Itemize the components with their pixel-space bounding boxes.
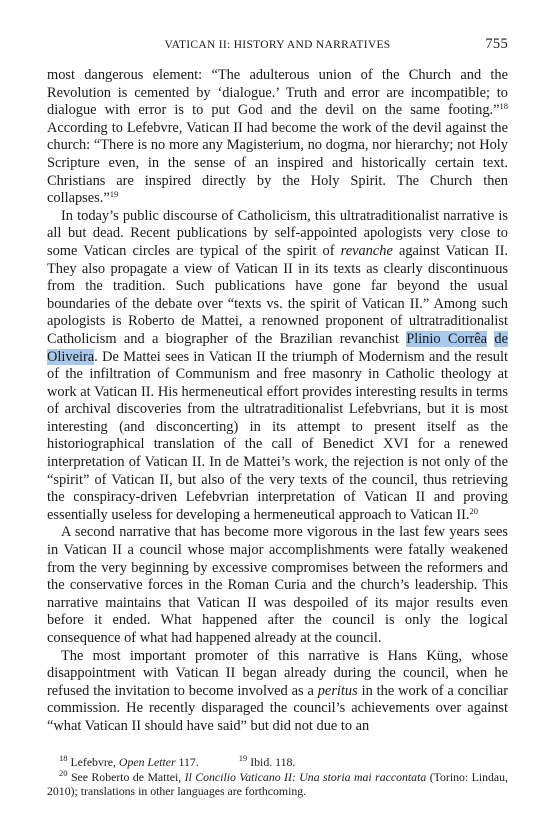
footnotes <box>47 755 508 799</box>
paragraph-2-text-c: . De Mattei sees in Vatican II the triumph of Modernism and the result of the infiltration of Communism and free masonry in Catholic theology at work at Vatican II. His hermeneutical effort provides interesting results in terms of archival discoveries from the ultratraditionalist Lefebvrians, but it is most interesting (and disconcerting) in its attempt to present itself as the historiographical translation of the call of Benedict XVI for a renewed interpretation of Vatican II. In de Mattei’s work, the rejection is not only of the “spirit” of Vatican II, but also of the very texts of the council, thus retrieving the conspiracy-driven Lefebvrian interpretation of Vatican II and proving essentially useless for developing a hermeneutical approach to Vatican II. <box>47 348 508 523</box>
body-text <box>47 67 508 736</box>
footnote-ref-20[interactable]: 20 <box>469 505 479 516</box>
paragraph-1 <box>47 67 508 208</box>
italic-revanche: revanche <box>340 242 393 259</box>
footnote-19-number: 19 <box>238 753 248 763</box>
running-head <box>47 36 508 56</box>
paragraph-4 <box>47 648 508 736</box>
highlighted-name-oliveira[interactable]: Oliveira <box>47 348 95 365</box>
paragraph-1-text-b: According to Lefebvre, Vatican II had become the work of the devil against the church: “There is no more any Magisterium, no dogma, nor hierarchy; not Holy Scripture even, in the sense of an inspired and historically certain text. Christians are inspired directly by the Holy Spirit. The Church then collapses.” <box>47 119 508 207</box>
footnote-19-text: Ibid. 118. <box>250 755 296 769</box>
paragraph-2-text-b: against Vatican II. They also propagate a view of Vatican II in its texts as clearly discontinuous from the tradition. Such publications have gone far beyond the usual boundaries of the debate over “texts vs. the spirit of Vatican II.” Among such apologists is Roberto de Mattei, a renowned proponent of ultratraditionalist Catholicism and a biographer of the Brazilian revanchist <box>47 242 508 347</box>
paragraph-2-text-a: In today’s public discourse of Catholicism, this ultratraditionalist narrative is all but dead. Recent publications by self-appointed apologists very close to some Vatican circles are typical of the spirit of <box>47 207 508 259</box>
footnote-20-text-a: See Roberto de Mattei, <box>70 769 185 784</box>
highlighted-name-de[interactable]: de <box>494 330 509 347</box>
paragraph-3: A second narrative that has become more vigorous in the last few years sees in Vatican II a council whose major accomplishments were fatally weakened from the very beginning by excessive compromises between the reformers and the conservative forces in the Roman Curia and the church’s leadership. This narrative maintains that Vatican II was despoiled of its major results even before it ended. What happened after the council is only the logical consequence of what had happened already at the council. <box>47 524 508 646</box>
paragraph-4-text-b: in the work of a conciliar commission. He recently disparaged the council’s achievements over against “what Vatican II should have said” but did not due to an <box>47 682 509 734</box>
footnote-18-title: Open Letter <box>118 755 176 769</box>
paragraph-2 <box>47 208 508 525</box>
footnote-20-title: Il Concilio Vaticano II: Una storia mai raccontata <box>184 769 427 784</box>
footnote-18-19 <box>47 755 508 770</box>
running-title: VATICAN II: HISTORY AND NARRATIVES <box>164 39 391 51</box>
paragraph-4-text-a: The most important promoter of this narrative is Hans Küng, whose disappointment with Vatican II began already during the council, when he refused the invitation to become involved as a <box>47 647 508 699</box>
footnote-18-text-b: 117. <box>175 755 199 769</box>
footnote-20 <box>47 767 508 799</box>
highlighted-name-plinio[interactable]: Plinio Corrêa <box>406 330 488 347</box>
footnote-18-text-a: Lefebvre, <box>70 755 119 769</box>
footnote-ref-19[interactable]: 19 <box>109 189 119 200</box>
footnote-ref-18[interactable]: 18 <box>499 101 508 112</box>
page-number: 755 <box>485 36 508 52</box>
paragraph-1-text-a: most dangerous element: “The adulterous union of the Church and the Revolution is cemented by ‘dialogue.’ Truth and error are incompatible; to dialogue with error is to put God and the devil on the same footing.” <box>47 67 508 119</box>
italic-peritus: peritus <box>317 682 358 699</box>
footnote-18-number: 18 <box>59 753 68 763</box>
footnote-20-number: 20 <box>59 767 68 778</box>
footnote-20-text-b: (Torino: Lindau, 2010); translations in other languages are forthcoming. <box>47 769 508 799</box>
